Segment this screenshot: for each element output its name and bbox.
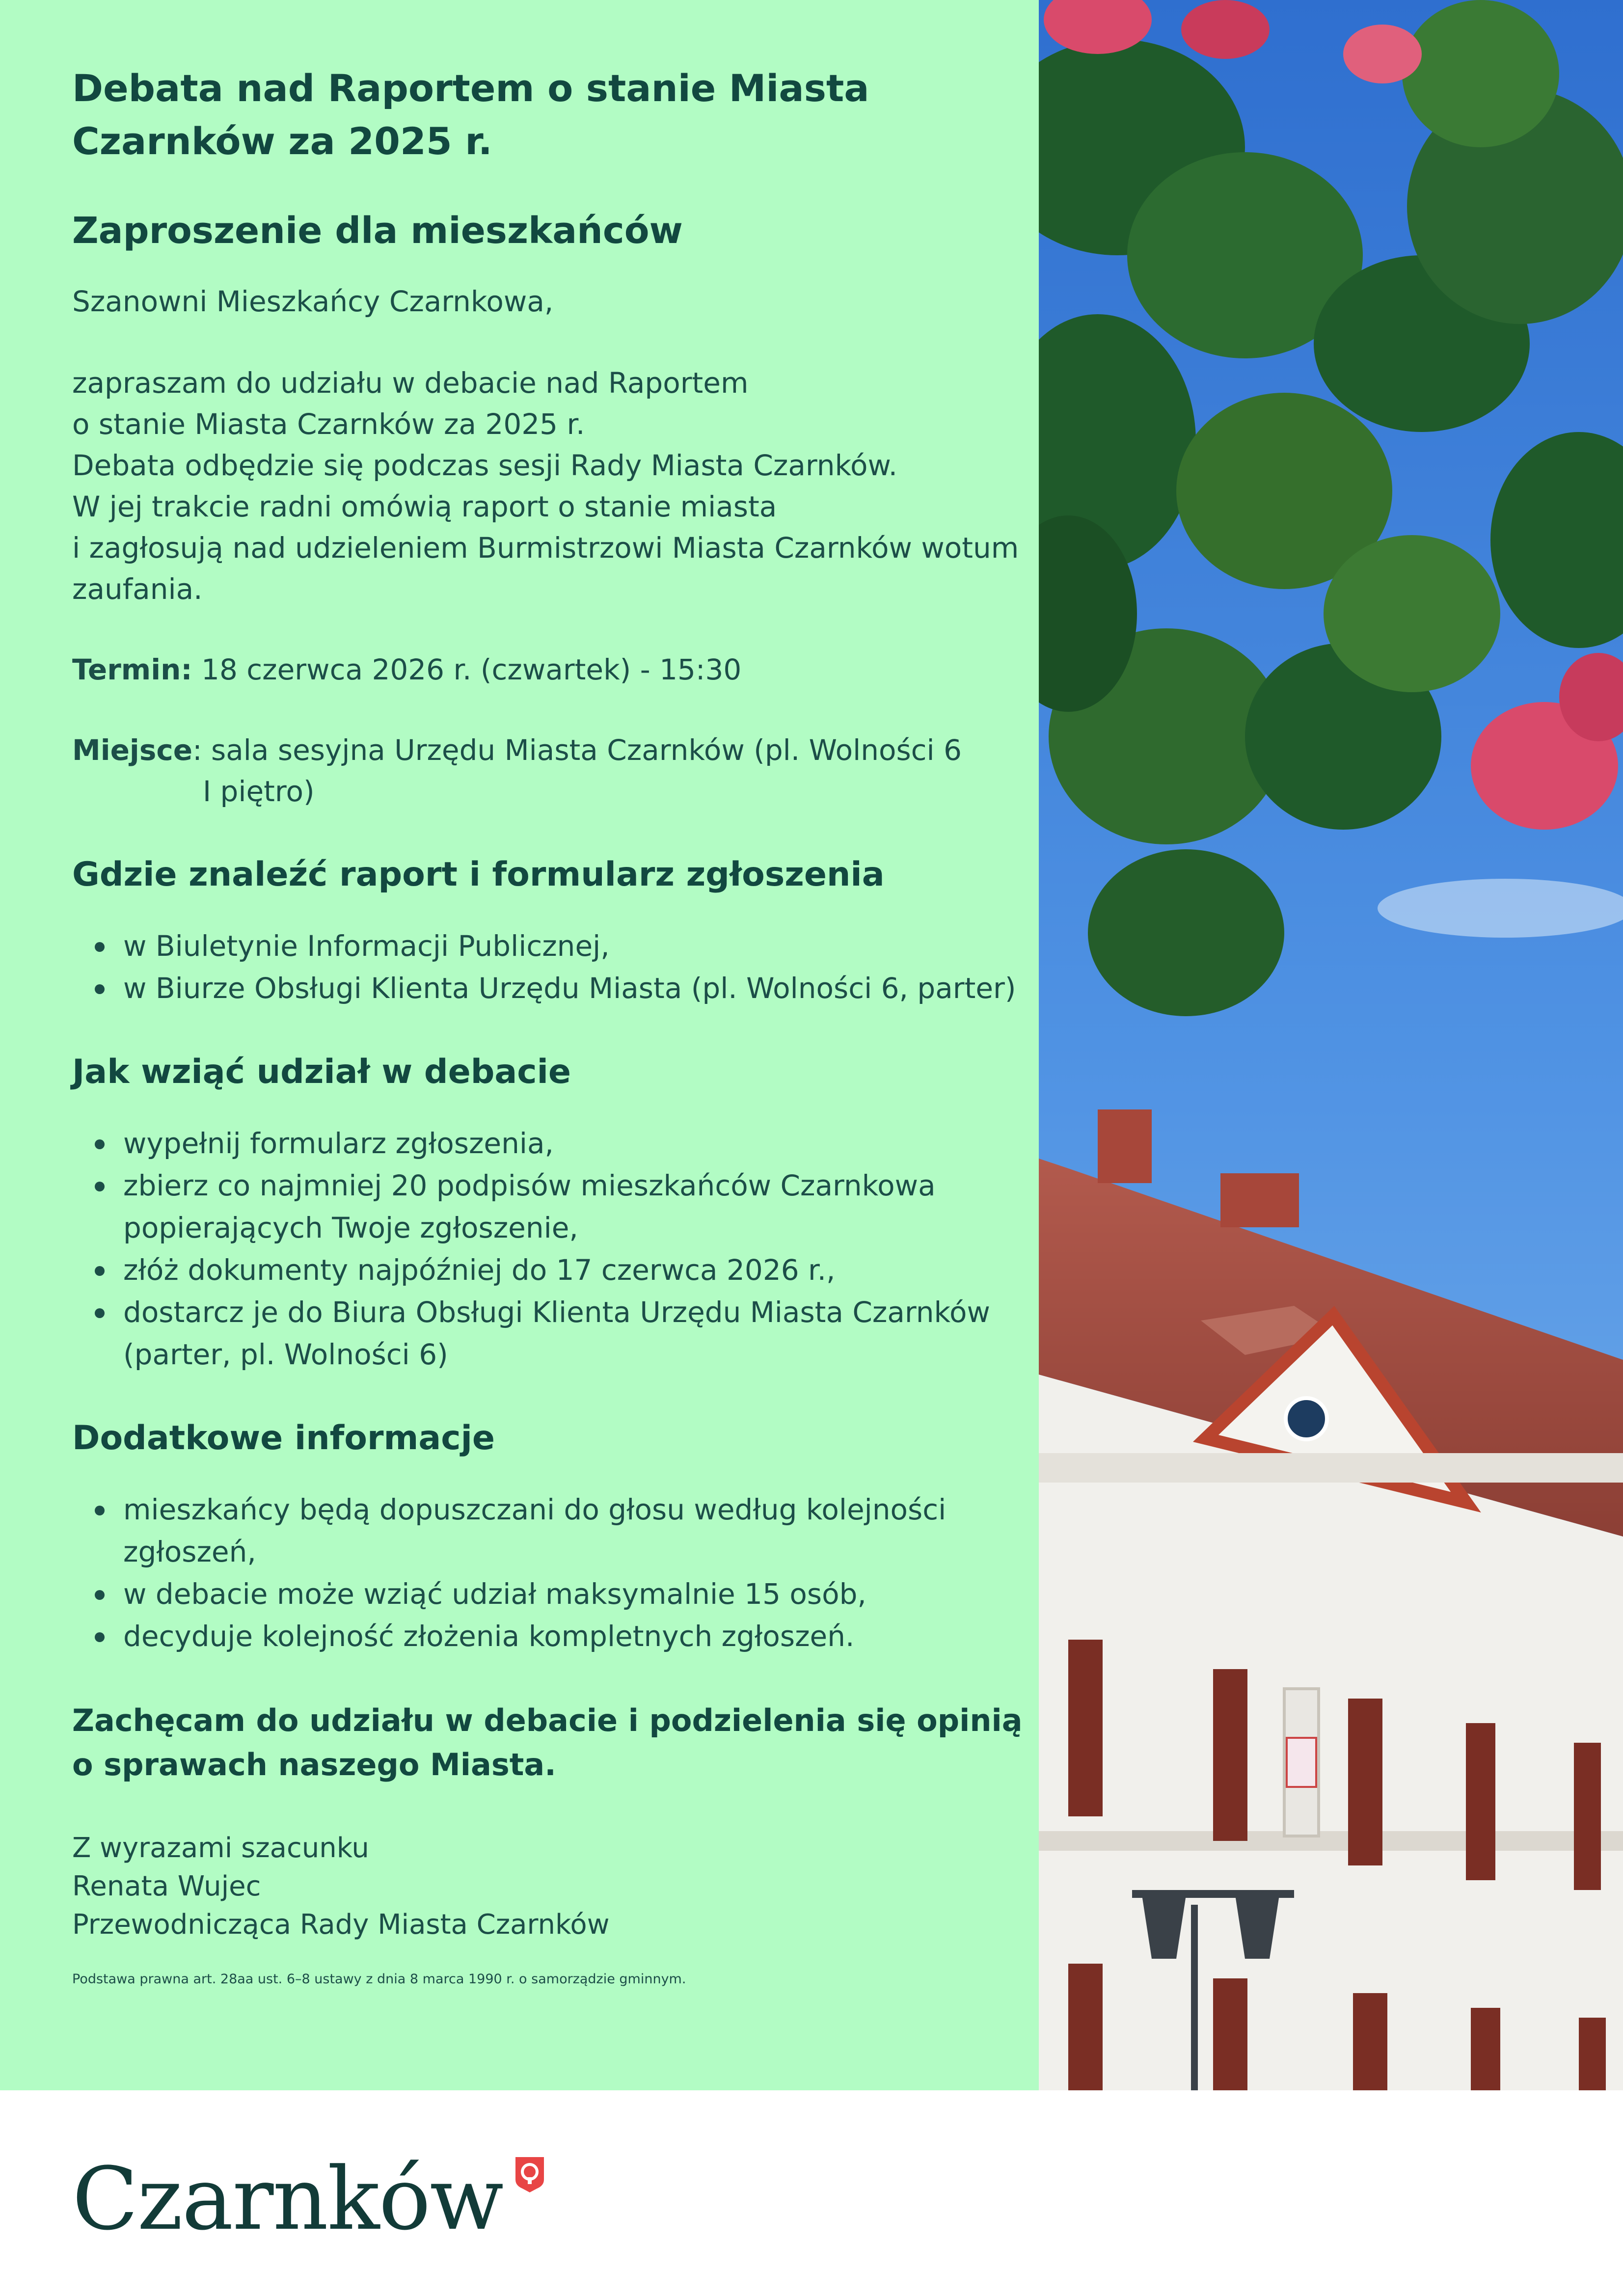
coat-of-arms-icon xyxy=(1287,1738,1316,1787)
page-title: Debata nad Raportem o stanie Miasta Czarnków za 2025 r. xyxy=(72,66,869,163)
extra-list xyxy=(72,1488,1039,1657)
place-line xyxy=(72,729,1039,771)
extra-heading: Dodatkowe informacje xyxy=(72,1419,495,1458)
bullet-icon xyxy=(95,1139,105,1149)
list-item: decyduje kolejność złożenia kompletnych zgłoszeń. xyxy=(72,1615,1020,1657)
bullet-icon xyxy=(95,942,105,952)
signature-block xyxy=(72,1829,1039,1944)
closing-statement xyxy=(72,1699,1039,1787)
intro-paragraph xyxy=(72,362,1039,610)
closing-line: Zachęcam do udziału w debacie i podzielenia się opinią xyxy=(72,1702,1023,1738)
term-line xyxy=(72,649,1039,690)
bullet-icon xyxy=(95,1632,105,1642)
town-hall-photo xyxy=(1039,0,1623,2090)
bullet-icon xyxy=(95,1506,105,1515)
bullet-icon xyxy=(95,1182,105,1191)
how-heading: Jak wziąć udział w debacie xyxy=(72,1053,571,1091)
place-label: Miejsce xyxy=(72,733,193,767)
bullet-icon xyxy=(95,984,105,994)
list-item: w debacie może wziąć udział maksymalnie 15 osób, xyxy=(72,1573,1020,1615)
closing-line: o sprawach naszego Miasta. xyxy=(72,1747,556,1783)
place-line-2: I piętro) xyxy=(203,775,315,808)
intro-line: zapraszam do udziału w debacie nad Raportem xyxy=(72,366,749,400)
intro-line: Debata odbędzie się podczas sesji Rady Miasta Czarnków. xyxy=(72,449,898,482)
greeting: Szanowni Mieszkańcy Czarnkowa, xyxy=(72,285,554,318)
signature-line: Z wyrazami szacunku xyxy=(72,1832,369,1864)
location-pin-icon xyxy=(513,2155,547,2194)
term-value: 18 czerwca 2026 r. (czwartek) - 15:30 xyxy=(192,653,742,686)
signature-name: Renata Wujec xyxy=(72,1870,261,1902)
intro-line: i zagłosują nad udzieleniem Burmistrzowi Miasta Czarnków wotum xyxy=(72,531,1019,565)
list-item: wypełnij formularz zgłoszenia, xyxy=(72,1122,1020,1164)
logo-wordmark: Czarnków xyxy=(72,2149,503,2249)
list-item: w Biuletynie Informacji Publicznej, xyxy=(72,925,1020,967)
place-value: : sala sesyjna Urzędu Miasta Czarnków (pl. Wolności 6 xyxy=(192,733,962,767)
legal-note: Podstawa prawna art. 28aa ust. 6–8 ustawy z dnia 8 marca 1990 r. o samorządzie gminnym. xyxy=(72,1972,686,1987)
where-heading: Gdzie znaleźć raport i formularz zgłoszenia xyxy=(72,855,885,894)
how-list xyxy=(72,1122,1039,1376)
term-label: Termin: xyxy=(72,653,192,686)
clock-icon xyxy=(1286,1398,1327,1439)
list-item: w Biurze Obsługi Klienta Urzędu Miasta (pl. Wolności 6, parter) xyxy=(72,967,1020,1009)
list-item: złóż dokumenty najpóźniej do 17 czerwca 2026 r., xyxy=(72,1249,1020,1291)
where-list xyxy=(72,925,1039,1009)
signature-role: Przewodnicząca Rady Miasta Czarnków xyxy=(72,1909,610,1941)
bullet-icon xyxy=(95,1308,105,1318)
intro-line: o stanie Miasta Czarnków za 2025 r. xyxy=(72,407,585,441)
list-item: zbierz co najmniej 20 podpisów mieszkańców Czarnkowa popierających Twoje zgłoszenie, xyxy=(72,1164,1020,1249)
list-item: dostarcz je do Biura Obsługi Klienta Urzędu Miasta Czarnków (parter, pl. Wolności 6) xyxy=(72,1291,1020,1376)
city-logo xyxy=(72,2150,547,2248)
invitation-heading: Zaproszenie dla mieszkańców xyxy=(72,210,683,252)
intro-line: zaufania. xyxy=(72,572,203,606)
bullet-icon xyxy=(95,1266,105,1276)
place-block xyxy=(72,729,1039,812)
photo-illustration xyxy=(1039,0,1623,2090)
bullet-icon xyxy=(95,1590,105,1600)
list-item: mieszkańcy będą dopuszczani do głosu według kolejności zgłoszeń, xyxy=(72,1488,1020,1573)
intro-line: W jej trakcie radni omówią raport o stanie miasta xyxy=(72,490,777,523)
